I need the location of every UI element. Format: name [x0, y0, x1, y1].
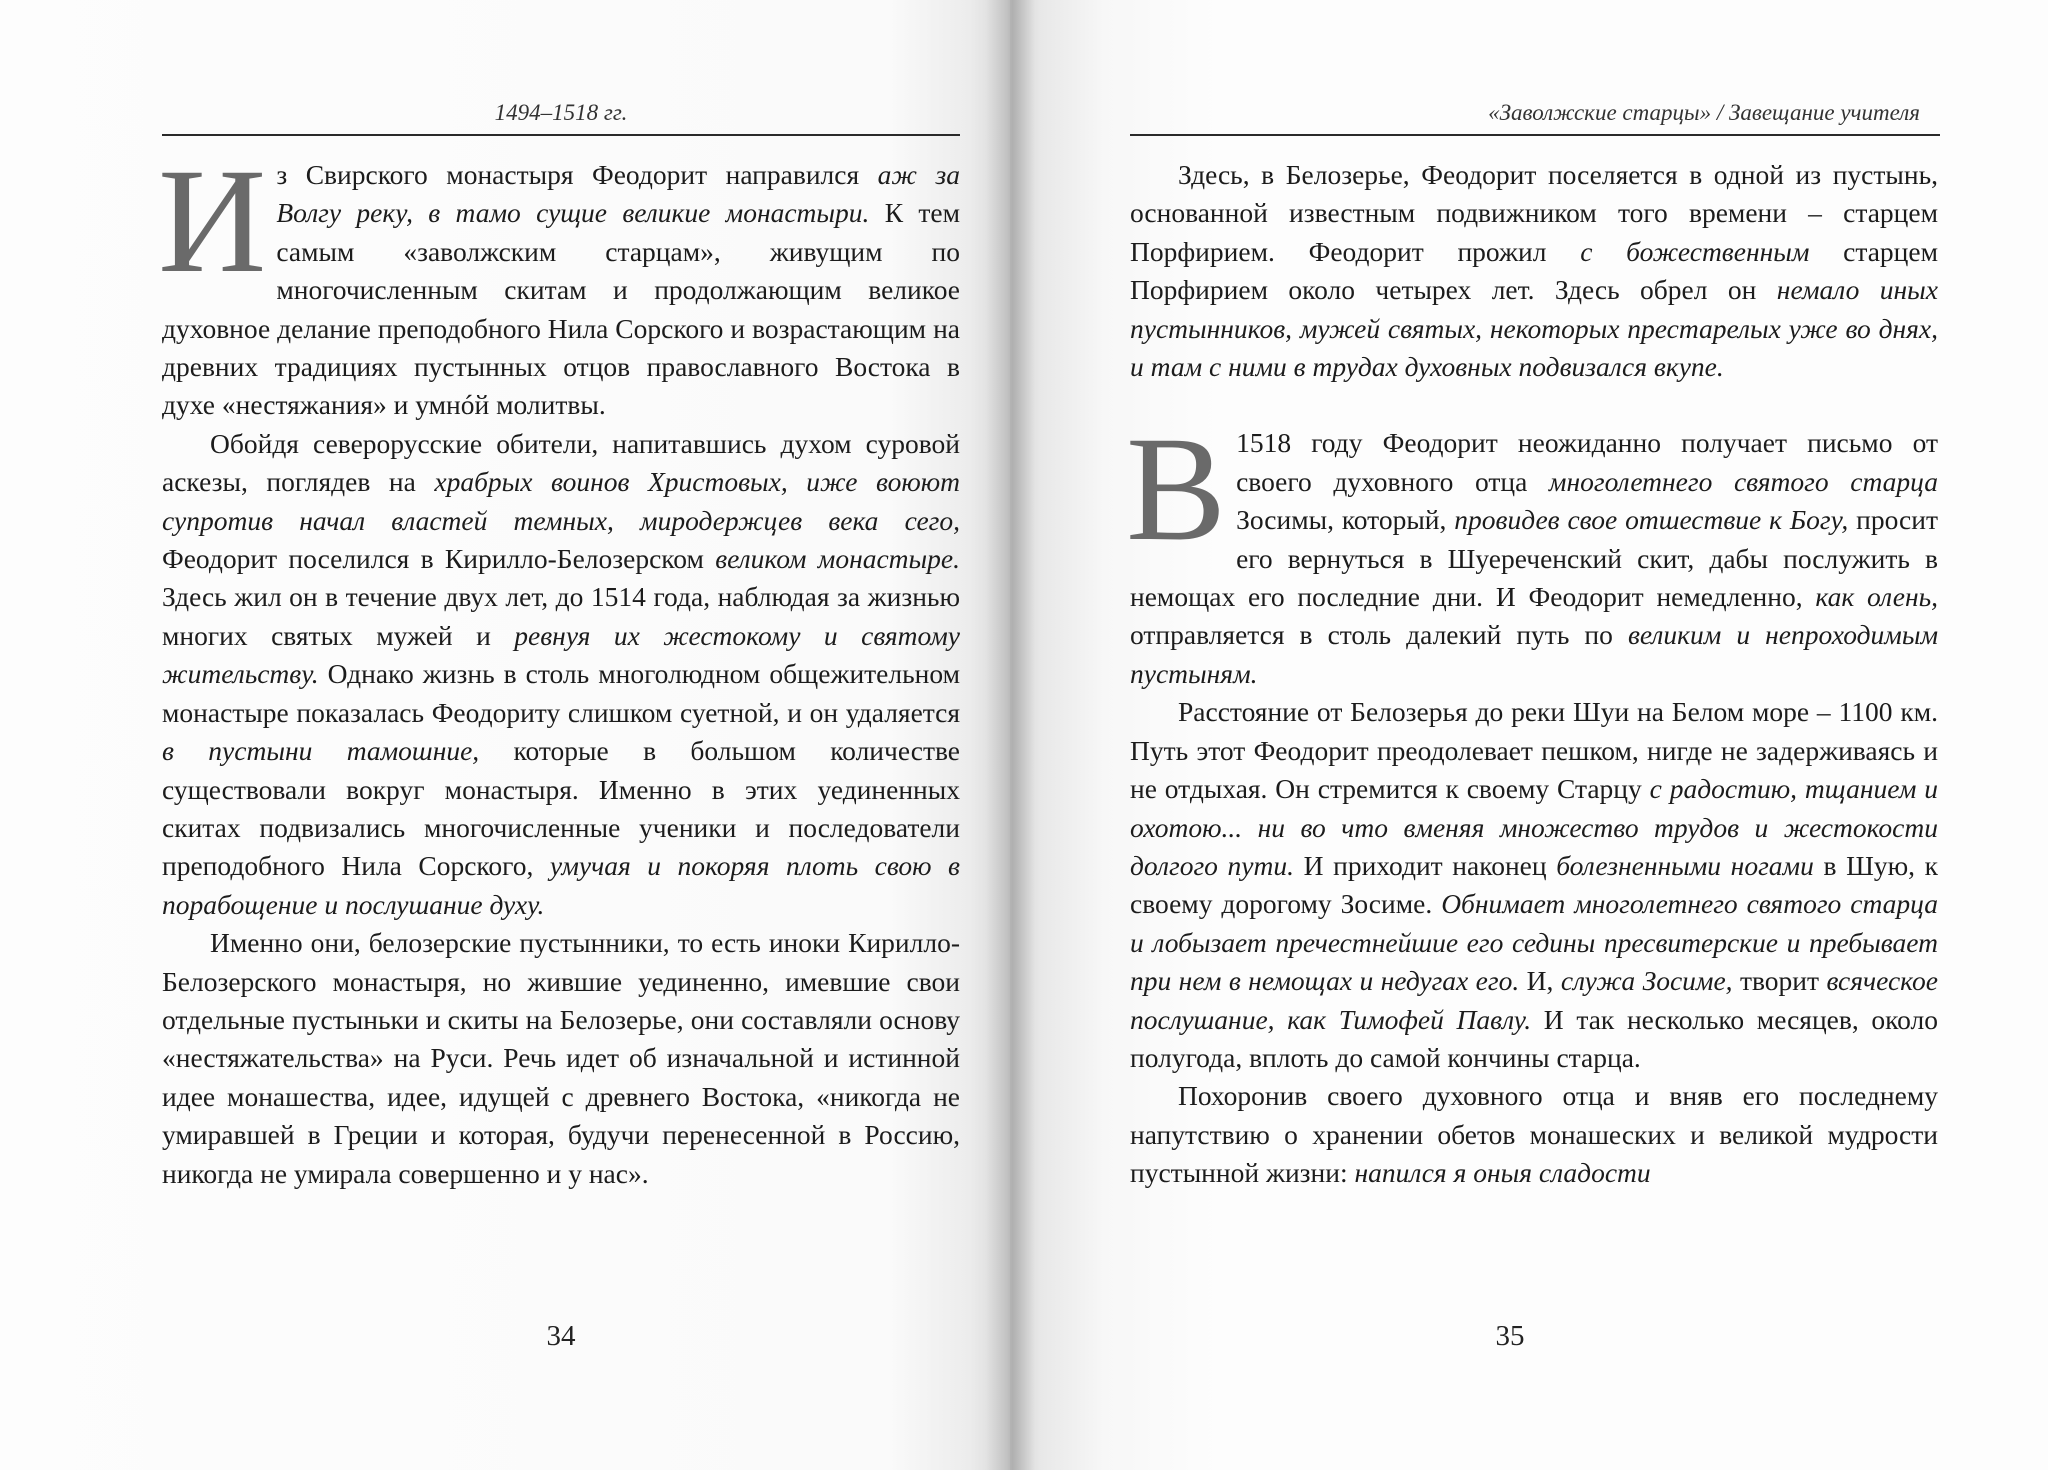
italic-quote: храбрых воинов Христовых, иже воюют супротив начал властей темных, миродержцев века сего, [162, 466, 961, 536]
page-number-left: 34 [546, 1320, 576, 1352]
text-run: К тем самым «заволжским старцам», живущим по многочисленным скитам и продолжающим великое духовное делание преподобного Нила Сорского и возрастающим на древних традициях пустынных отцов православного Востока в духе «нестяжания» и умнóй молитвы. [162, 197, 961, 421]
body-text-right [1126, 156, 1939, 1193]
text-run: которые в большом количестве существовали вокруг монастыря. Именно в этих уединенных скитах подвизались многочисленные ученики и последователи преподобного Нила Сорского, [162, 735, 960, 882]
page-number-right: 35 [1495, 1320, 1525, 1352]
running-head-right: «Заволжские старцы» / Завещание учителя [1130, 98, 1940, 136]
text-run: старцем Порфирием около четырех лет. Здесь обрел он [1130, 235, 1938, 306]
paragraph [158, 138, 961, 425]
text-run: творит [1732, 965, 1827, 997]
italic-quote: многолетнего святого старца [1548, 465, 1938, 497]
text-run: Феодорит поселился в Кирилло-Белозерском [162, 543, 716, 575]
text-run: Зосимы, который, [1236, 504, 1455, 536]
book-gutter-shadow [985, 0, 1035, 1470]
paragraph [1130, 693, 1938, 1077]
body-text-left [158, 138, 961, 1193]
italic-quote: служа Зосиме, [1560, 965, 1733, 997]
text-run: Однако жизнь в столь многолюдном общежительном монастыре показалась Феодориту слишком суетной, и он удаляется [162, 658, 960, 728]
italic-quote: аж за Волгу реку, в тамо сущие великие монастыри. [276, 159, 960, 229]
italic-quote: умучая и покоряя плоть свою в порабощение и послушание духу. [162, 850, 960, 920]
italic-quote: Обнимает многолетнего святого старца и лобызает пречестнейшие его седины пресвитерские и пребывает при нем в немощах и недугах его. [1130, 888, 1939, 997]
text-run: отправляется в столь далекий путь по [1130, 619, 1628, 651]
italic-quote: великим и непроходимым пустыням. [1130, 619, 1938, 689]
italic-quote: напился я оныя сладости [1354, 1157, 1651, 1189]
italic-quote: всяческое послушание, как Тимофей Павлу. [1130, 965, 1938, 1035]
text-run: Расстояние от Белозерья до реки Шуи на Белом море – 1100 км. Путь этот Феодорит преодолевает пешком, нигде не задерживаясь и не отдыхая. Он стремится к своему Старцу [1130, 696, 1938, 805]
paragraph [1130, 1077, 1938, 1192]
paragraph [162, 425, 960, 924]
paragraph [162, 924, 960, 1193]
text-run: 1518 году Феодорит неожиданно получает письмо от своего духовного отца [1236, 427, 1938, 497]
text-run: Обойдя северорусские обители, напитавшись духом суровой аскезы, поглядев на [162, 427, 960, 498]
text-run: просит его вернуться в Шуереченский скит, дабы послужить в немощах его последние дни. И Феодорит немедленно, [1130, 504, 1938, 613]
text-run: в Шую, к своему дорогому Зосиме. [1130, 849, 1938, 920]
paragraph [1130, 156, 1938, 386]
italic-quote: болезненными ногами [1556, 849, 1814, 881]
italic-quote: с божественным [1580, 235, 1810, 267]
text-run: з Свирского монастыря Феодорит направился [276, 159, 878, 190]
text-run: Здесь, в Белозерье, Феодорит поселяется в одной из пустынь, основанной известным подвижником того времени – старцем Порфирием. Феодорит прожил [1130, 159, 1938, 267]
italic-quote: немало иных пустынников, мужей святых, некоторых престарелых уже во днях, и там с ними в трудах духовных подвизался вкупе. [1130, 274, 1938, 383]
italic-quote: с радостию, тщанием и охотою... ни во что вменяя множество трудов и жестокости долгого пути. [1130, 773, 1938, 881]
page-left [0, 0, 1010, 1470]
paragraph [1126, 406, 1938, 693]
page-right [1010, 0, 2048, 1470]
italic-quote: ревнуя их жестокому и святому жительству. [162, 619, 960, 690]
italic-quote: в пустыни тамошние, [162, 735, 480, 767]
italic-quote: как олень, [1815, 581, 1938, 613]
drop-cap: И [158, 138, 267, 304]
text-run: И, [1519, 965, 1561, 997]
drop-cap: В [1126, 406, 1227, 573]
italic-quote: великом монастыре. [715, 543, 960, 575]
text-run: И приходит наконец [1294, 849, 1557, 881]
text-run: Именно они, белозерские пустынники, то есть иноки Кирилло-Белозерского монастыря, но жившие уединенно, имевшие свои отдельные пустыньки и скиты на Белозерье, они составляли основу «нестяжательства» на Руси. Речь идет об изначальной и истинной идее монашества, идее, идущей с древнего Востока, «никогда не умиравшей в Греции и которая, будучи перенесенной в Россию, никогда не умирала совершенно и у нас». [162, 927, 960, 1189]
running-head-left: 1494–1518 гг. [162, 98, 960, 136]
italic-quote: провидев свое отшествие к Богу, [1454, 504, 1849, 536]
text-run: Здесь жил он в течение двух лет, до 1514 года, наблюдая за жизнью многих святых мужей и [162, 581, 960, 651]
text-run: Похоронив своего духовного отца и вняв его последнему напутствию о хранении обетов монашеских и великой мудрости пустынной жизни: [1130, 1080, 1938, 1189]
text-run: И так несколько месяцев, около полугода, вплоть до самой кончины старца. [1130, 1003, 1938, 1073]
